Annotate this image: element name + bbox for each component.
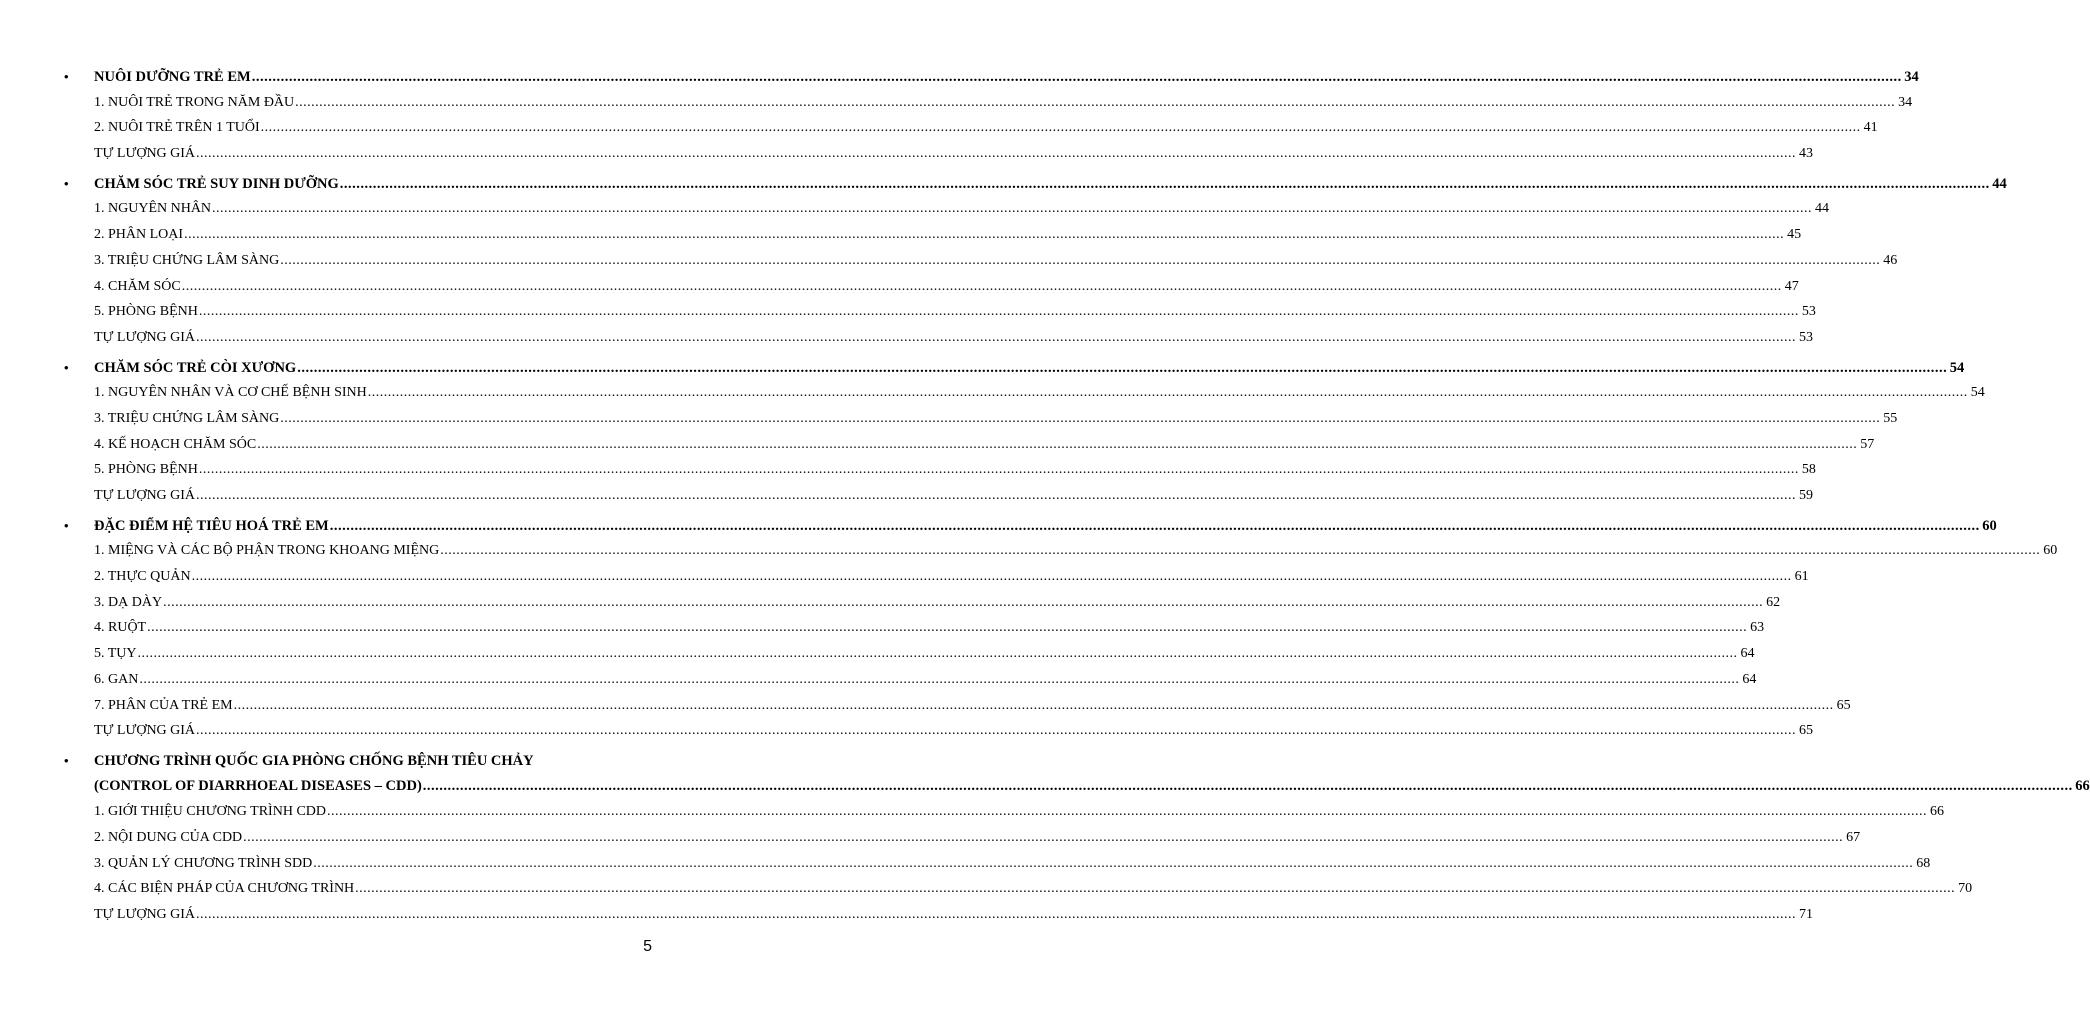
bullet-icon: • <box>64 69 69 84</box>
chapter-title: (CONTROL OF DIARRHOEAL DISEASES – CDD) <box>94 777 422 794</box>
chapter-page-number: 60 <box>1982 517 1997 534</box>
dot-leader: ................................................................................................................................................................................................................................................................................................................................................................................................................ <box>367 385 1968 401</box>
entry-page-number: 47 <box>1784 278 1799 294</box>
chapter-title: CHĂM SÓC TRẺ CÒI XƯƠNG <box>94 359 297 376</box>
entry-page-number: 58 <box>1801 462 1816 478</box>
dot-leader: ................................................................................................................................................................................................................................................................................................................................................................................................................ <box>313 855 1914 871</box>
toc-entry[interactable] <box>58 718 1814 744</box>
entry-title: 2. PHÂN LOẠI <box>94 227 184 243</box>
entry-title: TỰ LƯỢNG GIÁ <box>94 146 196 162</box>
entry-title: 7. PHÂN CỦA TRẺ EM <box>94 697 233 713</box>
entry-title: 4. KẾ HOẠCH CHĂM SÓC <box>94 436 257 452</box>
toc-section <box>58 513 2058 744</box>
entry-title: 1. NGUYÊN NHÂN VÀ CƠ CHẾ BỆNH SINH <box>94 385 367 401</box>
table-of-contents <box>58 64 2090 932</box>
entry-title: 3. TRIỆU CHỨNG LÂM SÀNG <box>94 252 280 268</box>
chapter-page-number: 66 <box>2075 777 2090 794</box>
entry-title: 3. QUẢN LÝ CHƯƠNG TRÌNH SDD <box>94 855 313 871</box>
toc-chapter-heading[interactable] <box>58 748 654 774</box>
entry-title: 1. GIỚI THIỆU CHƯƠNG TRÌNH CDD <box>94 804 326 820</box>
dot-leader: ................................................................................................................................................................................................................................................................................................................................................................................................................ <box>137 646 1738 662</box>
dot-leader: ................................................................................................................................................................................................................................................................................................................................................................................................................ <box>196 146 1797 162</box>
entry-title: TỰ LƯỢNG GIÁ <box>94 723 196 739</box>
dot-leader: ................................................................................................................................................................................................................................................................................................................................................................................................................ <box>339 175 1990 192</box>
entry-page-number: 44 <box>1815 201 1830 217</box>
dot-leader: ................................................................................................................................................................................................................................................................................................................................................................................................................ <box>280 410 1881 426</box>
entry-page-number: 60 <box>2043 543 2058 559</box>
toc-entry[interactable] <box>58 825 1861 851</box>
dot-leader: ................................................................................................................................................................................................................................................................................................................................................................................................................ <box>257 436 1858 452</box>
chapter-page-number: 44 <box>1992 175 2007 192</box>
toc-entry[interactable] <box>58 274 1799 300</box>
entry-page-number: 66 <box>1930 804 1944 820</box>
entry-page-number: 61 <box>1794 569 1809 585</box>
toc-entry[interactable] <box>58 457 1816 483</box>
entry-page-number: 64 <box>1740 646 1755 662</box>
dot-leader: ................................................................................................................................................................................................................................................................................................................................................................................................................ <box>196 723 1797 739</box>
entry-title: 5. PHÒNG BỆNH <box>94 462 198 478</box>
dot-leader: ................................................................................................................................................................................................................................................................................................................................................................................................................ <box>440 543 2041 559</box>
dot-leader: ................................................................................................................................................................................................................................................................................................................................................................................................................ <box>196 907 1797 922</box>
toc-entry[interactable] <box>58 799 1944 825</box>
chapter-title: ĐẶC ĐIỂM HỆ TIÊU HOÁ TRẺ EM <box>94 517 329 534</box>
toc-entry[interactable] <box>58 538 2058 564</box>
entry-title: 4. CÁC BIỆN PHÁP CỦA CHƯƠNG TRÌNH <box>94 881 355 897</box>
toc-section <box>58 64 1919 167</box>
chapter-page-number: 34 <box>1904 69 1919 85</box>
toc-entry[interactable] <box>58 876 1973 902</box>
dot-leader: ................................................................................................................................................................................................................................................................................................................................................................................................................ <box>422 777 2073 794</box>
toc-entry[interactable] <box>58 90 1913 116</box>
toc-entry[interactable] <box>58 406 1898 432</box>
dot-leader: ................................................................................................................................................................................................................................................................................................................................................................................................................ <box>355 881 1956 897</box>
dot-leader: ................................................................................................................................................................................................................................................................................................................................................................................................................ <box>198 462 1799 478</box>
entry-title: 5. PHÒNG BỆNH <box>94 304 198 320</box>
entry-page-number: 34 <box>1898 94 1913 110</box>
entry-page-number: 62 <box>1766 594 1781 610</box>
toc-chapter-heading[interactable] <box>58 171 2007 197</box>
entry-page-number: 71 <box>1799 907 1814 922</box>
toc-section <box>58 171 2007 351</box>
bullet-icon: • <box>64 752 69 768</box>
toc-chapter-heading[interactable] <box>58 774 2090 800</box>
toc-entry[interactable] <box>58 222 1802 248</box>
chapter-title: CHĂM SÓC TRẺ SUY DINH DƯỠNG <box>94 175 339 192</box>
toc-entry[interactable] <box>58 902 1814 928</box>
entry-title: TỰ LƯỢNG GIÁ <box>94 488 196 503</box>
entry-title: TỰ LƯỢNG GIÁ <box>94 329 196 345</box>
toc-entry[interactable] <box>58 667 1757 693</box>
toc-chapter-heading[interactable] <box>58 513 1997 539</box>
dot-leader: ................................................................................................................................................................................................................................................................................................................................................................................................................ <box>251 69 1902 85</box>
entry-title: 4. CHĂM SÓC <box>94 278 181 294</box>
dot-leader: ................................................................................................................................................................................................................................................................................................................................................................................................................ <box>297 359 1948 376</box>
entry-page-number: 54 <box>1970 385 1985 401</box>
entry-page-number: 65 <box>1836 697 1851 713</box>
bullet-icon: • <box>64 175 69 191</box>
toc-section <box>58 355 1985 509</box>
toc-chapter-heading[interactable] <box>58 355 1965 381</box>
entry-page-number: 68 <box>1916 855 1931 871</box>
dot-leader: ................................................................................................................................................................................................................................................................................................................................................................................................................ <box>184 227 1785 243</box>
entry-page-number: 65 <box>1799 723 1814 739</box>
entry-page-number: 59 <box>1799 488 1814 503</box>
entry-title: 6. GAN <box>94 671 139 687</box>
entry-page-number: 64 <box>1742 671 1757 687</box>
dot-leader: ................................................................................................................................................................................................................................................................................................................................................................................................................ <box>295 94 1896 110</box>
page-number: 5 <box>643 938 652 955</box>
toc-entry[interactable] <box>58 380 1985 406</box>
entry-page-number: 41 <box>1863 120 1878 136</box>
dot-leader: ................................................................................................................................................................................................................................................................................................................................................................................................................ <box>163 594 1764 610</box>
chapter-title: NUÔI DƯỠNG TRẺ EM <box>94 69 251 85</box>
entry-page-number: 46 <box>1883 252 1898 268</box>
entry-title: TỰ LƯỢNG GIÁ <box>94 907 196 922</box>
toc-entry[interactable] <box>58 196 1830 222</box>
entry-page-number: 53 <box>1799 329 1814 345</box>
entry-title: 1. MIỆNG VÀ CÁC BỘ PHẬN TRONG KHOANG MIỆNG <box>94 543 440 559</box>
bullet-icon: • <box>64 517 69 533</box>
dot-leader: ................................................................................................................................................................................................................................................................................................................................................................................................................ <box>212 201 1813 217</box>
toc-entry[interactable] <box>58 325 1814 351</box>
toc-section <box>58 748 2090 928</box>
entry-page-number: 70 <box>1958 881 1973 897</box>
dot-leader: ................................................................................................................................................................................................................................................................................................................................................................................................................ <box>191 569 1792 585</box>
entry-page-number: 43 <box>1799 146 1814 162</box>
dot-leader: ................................................................................................................................................................................................................................................................................................................................................................................................................ <box>280 252 1881 268</box>
toc-entry[interactable] <box>58 432 1875 458</box>
entry-title: 2. THỰC QUẢN <box>94 569 191 585</box>
dot-leader: ................................................................................................................................................................................................................................................................................................................................................................................................................ <box>329 517 1980 534</box>
dot-leader: ................................................................................................................................................................................................................................................................................................................................................................................................................ <box>243 829 1844 845</box>
entry-page-number: 67 <box>1846 829 1861 845</box>
dot-leader: ................................................................................................................................................................................................................................................................................................................................................................................................................ <box>181 278 1782 294</box>
dot-leader: ................................................................................................................................................................................................................................................................................................................................................................................................................ <box>198 304 1799 320</box>
entry-page-number: 57 <box>1860 436 1875 452</box>
toc-entry[interactable] <box>58 590 1781 616</box>
entry-title: 1. NGUYÊN NHÂN <box>94 201 212 217</box>
toc-entry[interactable] <box>58 248 1898 274</box>
dot-leader: ................................................................................................................................................................................................................................................................................................................................................................................................................ <box>260 120 1861 136</box>
entry-page-number: 53 <box>1801 304 1816 320</box>
toc-entry[interactable] <box>58 641 1755 667</box>
entry-title: 1. NUÔI TRẺ TRONG NĂM ĐẦU <box>94 94 295 110</box>
toc-entry[interactable] <box>58 615 1765 641</box>
entry-page-number: 55 <box>1883 410 1898 426</box>
dot-leader: ................................................................................................................................................................................................................................................................................................................................................................................................................ <box>196 329 1797 345</box>
entry-page-number: 63 <box>1750 620 1765 636</box>
dot-leader: ................................................................................................................................................................................................................................................................................................................................................................................................................ <box>327 804 1927 820</box>
entry-title: 4. RUỘT <box>94 620 147 636</box>
entry-title: 3. DẠ DÀY <box>94 594 163 610</box>
entry-title: 2. NỘI DUNG CỦA CDD <box>94 829 243 845</box>
toc-entry[interactable] <box>58 115 1878 141</box>
entry-title: 5. TỤY <box>94 646 137 662</box>
chapter-title: CHƯƠNG TRÌNH QUỐC GIA PHÒNG CHỐNG BỆNH TIÊU CHẢY <box>94 752 534 769</box>
entry-title: 3. TRIỆU CHỨNG LÂM SÀNG <box>94 410 280 426</box>
dot-leader: ................................................................................................................................................................................................................................................................................................................................................................................................................ <box>233 697 1834 713</box>
toc-chapter-heading[interactable] <box>58 64 1919 90</box>
toc-entry[interactable] <box>58 564 1809 590</box>
entry-title: 2. NUÔI TRẺ TRÊN 1 TUỔI <box>94 120 260 136</box>
chapter-page-number: 54 <box>1949 359 1965 376</box>
entry-page-number: 45 <box>1787 227 1802 243</box>
bullet-icon: • <box>64 359 69 375</box>
toc-entry[interactable] <box>58 299 1816 325</box>
toc-entry[interactable] <box>58 483 1814 509</box>
dot-leader: ................................................................................................................................................................................................................................................................................................................................................................................................................ <box>196 488 1797 503</box>
toc-entry[interactable] <box>58 693 1851 719</box>
dot-leader: ................................................................................................................................................................................................................................................................................................................................................................................................................ <box>139 671 1740 687</box>
toc-entry[interactable] <box>58 141 1814 167</box>
dot-leader: ................................................................................................................................................................................................................................................................................................................................................................................................................ <box>147 620 1748 636</box>
toc-entry[interactable] <box>58 851 1931 877</box>
